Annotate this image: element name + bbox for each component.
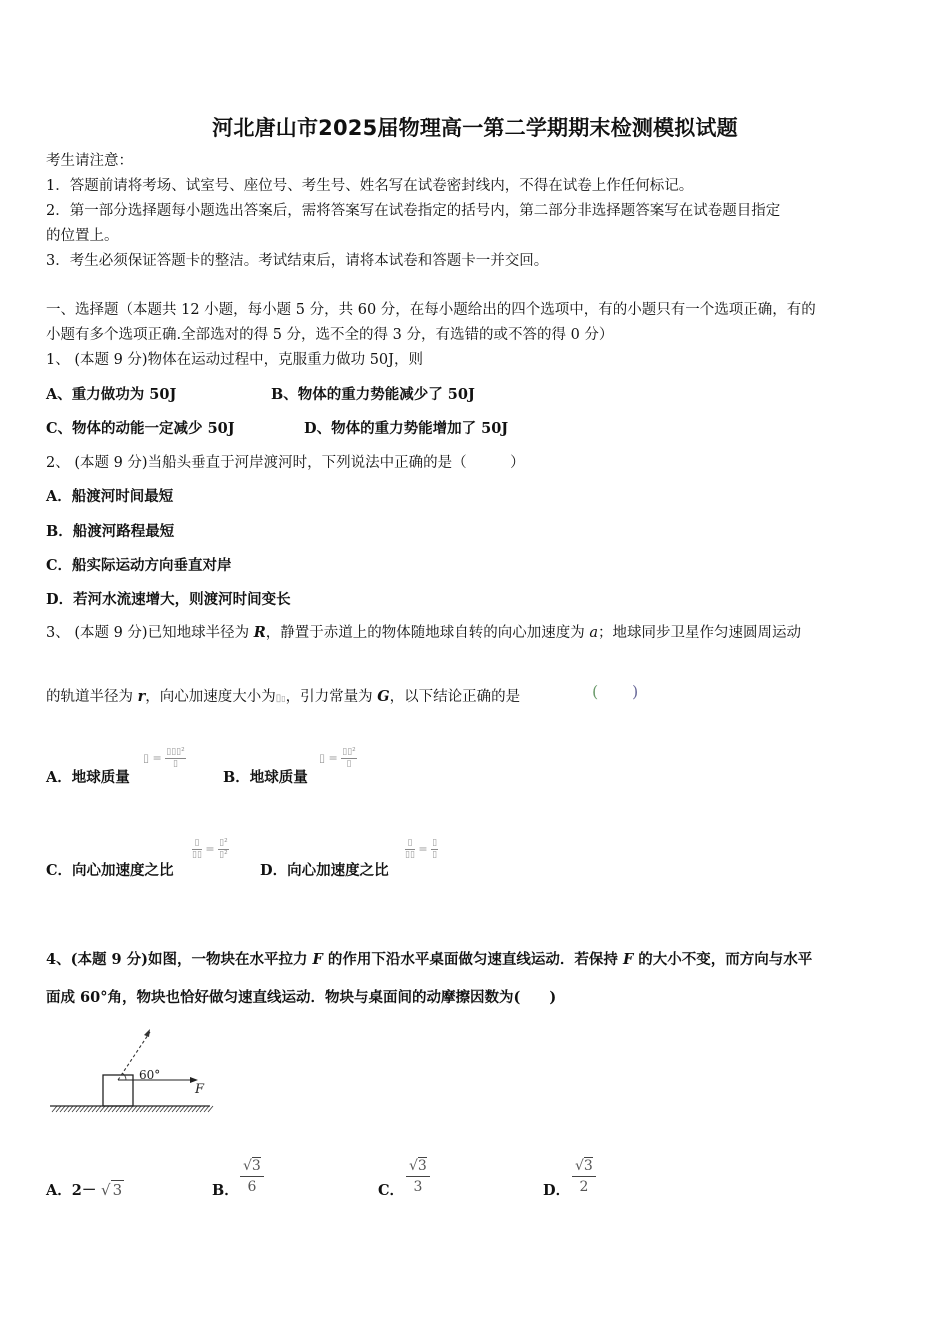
notice-item-2-cont: 的位置上。 (46, 228, 119, 244)
q4-option-c-fraction: $\frac{√3}{3}$ (406, 1156, 430, 1197)
section-heading-line2: 小题有多个选项正确.全部选对的得 5 分，选不全的得 3 分，有选错的或不答的得 0 分） (46, 327, 614, 343)
q4-text: 的大小不变，而方向与水平 (633, 951, 813, 968)
notice-item-3: 3．考生必须保证答题卡的整洁。考试结束后，请将本试卷和答题卡一并交回。 (46, 253, 549, 269)
notice-item-2: 2．第一部分选择题每小题选出答案后，需将答案写在试卷指定的括号内，第二部分非选择题答案写在试卷题目指定 (46, 203, 781, 219)
radicand: 3 (583, 1158, 593, 1174)
tilted-force-arrowhead-icon (144, 1029, 150, 1037)
q4-option-b-label: B． (212, 1182, 239, 1199)
q3-option-c: C．向心加速度之比 (46, 862, 174, 879)
answer-bracket-left-icon: ( (592, 682, 599, 701)
q3-text: 的轨道半径为 (46, 689, 138, 705)
q1-stem: 1、 (本题 9 分)物体在运动过程中，克服重力做功 50J，则 (46, 352, 423, 368)
q3-formula-b-icon: ▯ = ▯▯² ▯ (319, 747, 356, 769)
q2-stem: 2、 (本题 9 分)当船头垂直于河岸渡河时，下列说法中正确的是（ ） (46, 455, 525, 471)
force-label: F (195, 1082, 205, 1097)
section-heading-line1: 一、选择题（本题共 12 小题，每小题 5 分，共 60 分，在每小题给出的四个选项中，有的小题只有一个选项正确，有的 (46, 302, 816, 318)
q3-text: 3、 (本题 9 分)已知地球半径为 (46, 625, 254, 641)
q3-text: ，向心加速度大小为 (145, 689, 276, 705)
q3-var-r: r (137, 688, 146, 705)
radicand: 3 (251, 1158, 261, 1174)
q3-formula-d-icon: ▯ ▯▯ = ▯ ▯ (405, 838, 438, 860)
q1-option-c: C、物体的动能一定减少 50J (46, 420, 235, 437)
q1-option-d: D、物体的重力势能增加了 50J (304, 420, 509, 437)
q3-text: ，静置于赤道上的物体随地球自转的向心加速度为 (265, 625, 590, 641)
page-title: 河北唐山市2025届物理高一第二学期期末检测模拟试题 (212, 116, 738, 140)
q4-option-c-label: C． (378, 1182, 405, 1199)
q3-option-a: A．地球质量 (46, 769, 130, 786)
denominator: 6 (247, 1179, 257, 1195)
q4-option-a-sqrt: √ 3 (101, 1181, 123, 1199)
q2-option-d: D．若河水流速增大，则渡河时间变长 (46, 591, 291, 608)
denominator: 3 (413, 1179, 423, 1195)
q2-option-c: C．船实际运动方向垂直对岸 (46, 557, 232, 574)
q4-option-d-fraction: $\frac{√3}{2}$ (572, 1156, 596, 1197)
q3-option-d: D．向心加速度之比 (260, 862, 389, 879)
q3-text: ，以下结论正确的是 (389, 689, 521, 705)
q3-text: ，引力常量为 (285, 689, 378, 705)
q4-figure (46, 1024, 216, 1116)
q4-option-a-value: 2－ (71, 1182, 97, 1199)
q3-stem-line2 (46, 687, 520, 709)
q3-var-a: a (589, 625, 599, 641)
q3-formula-c-icon: ▯ ▯▯ = ▯² ▯² (192, 838, 228, 860)
formula-placeholder-icon: ▯ (281, 694, 286, 703)
answer-bracket-right-icon: ) (632, 682, 639, 701)
q4-var-F: F (312, 951, 323, 968)
ground-hatching (50, 1106, 213, 1112)
q4-text: 4、(本题 9 分)如图，一物块在水平拉力 (46, 951, 313, 968)
q3-option-b: B．地球质量 (223, 769, 308, 786)
q3-formula-a-icon: ▯ = ▯▯▯² ▯ (143, 747, 185, 769)
q3-var-G: G (377, 688, 390, 705)
q4-stem-line1 (46, 950, 812, 970)
denominator: 2 (579, 1179, 589, 1195)
q3-var-R: R (253, 624, 266, 641)
q3-text: ；地球同步卫星作匀速圆周运动 (598, 625, 802, 641)
q4-var-F: F (622, 951, 634, 968)
q4-option-d-label: D． (543, 1182, 571, 1199)
angle-label: 60° (139, 1068, 161, 1082)
notice-heading: 考生请注意： (46, 153, 133, 169)
notice-item-1: 1．答题前请将考场、试室号、座位号、考生号、姓名写在试卷密封线内，不得在试卷上作任何标记。 (46, 178, 694, 194)
q2-option-b: B．船渡河路程最短 (46, 523, 175, 540)
formula-placeholder-icon: ▯ (275, 693, 282, 704)
q1-option-a: A、重力做功为 50J (46, 386, 177, 403)
q4-stem-line2: 面成 60°角，物块也恰好做匀速直线运动．物块与桌面间的动摩擦因数为( ) (46, 989, 557, 1006)
q4-option-a-label: A． (46, 1182, 72, 1199)
q2-option-a: A．船渡河时间最短 (46, 488, 174, 505)
q3-stem-line1 (46, 623, 801, 643)
q4-option-a (46, 1181, 96, 1201)
q4-text: 的作用下沿水平桌面做匀速直线运动．若保持 (322, 951, 623, 968)
radicand: 3 (417, 1158, 427, 1174)
q4-option-b-fraction: $\frac{√3}{6}$ (240, 1156, 264, 1197)
radicand: 3 (112, 1181, 123, 1199)
q1-option-b: B、物体的重力势能减少了 50J (271, 386, 475, 403)
